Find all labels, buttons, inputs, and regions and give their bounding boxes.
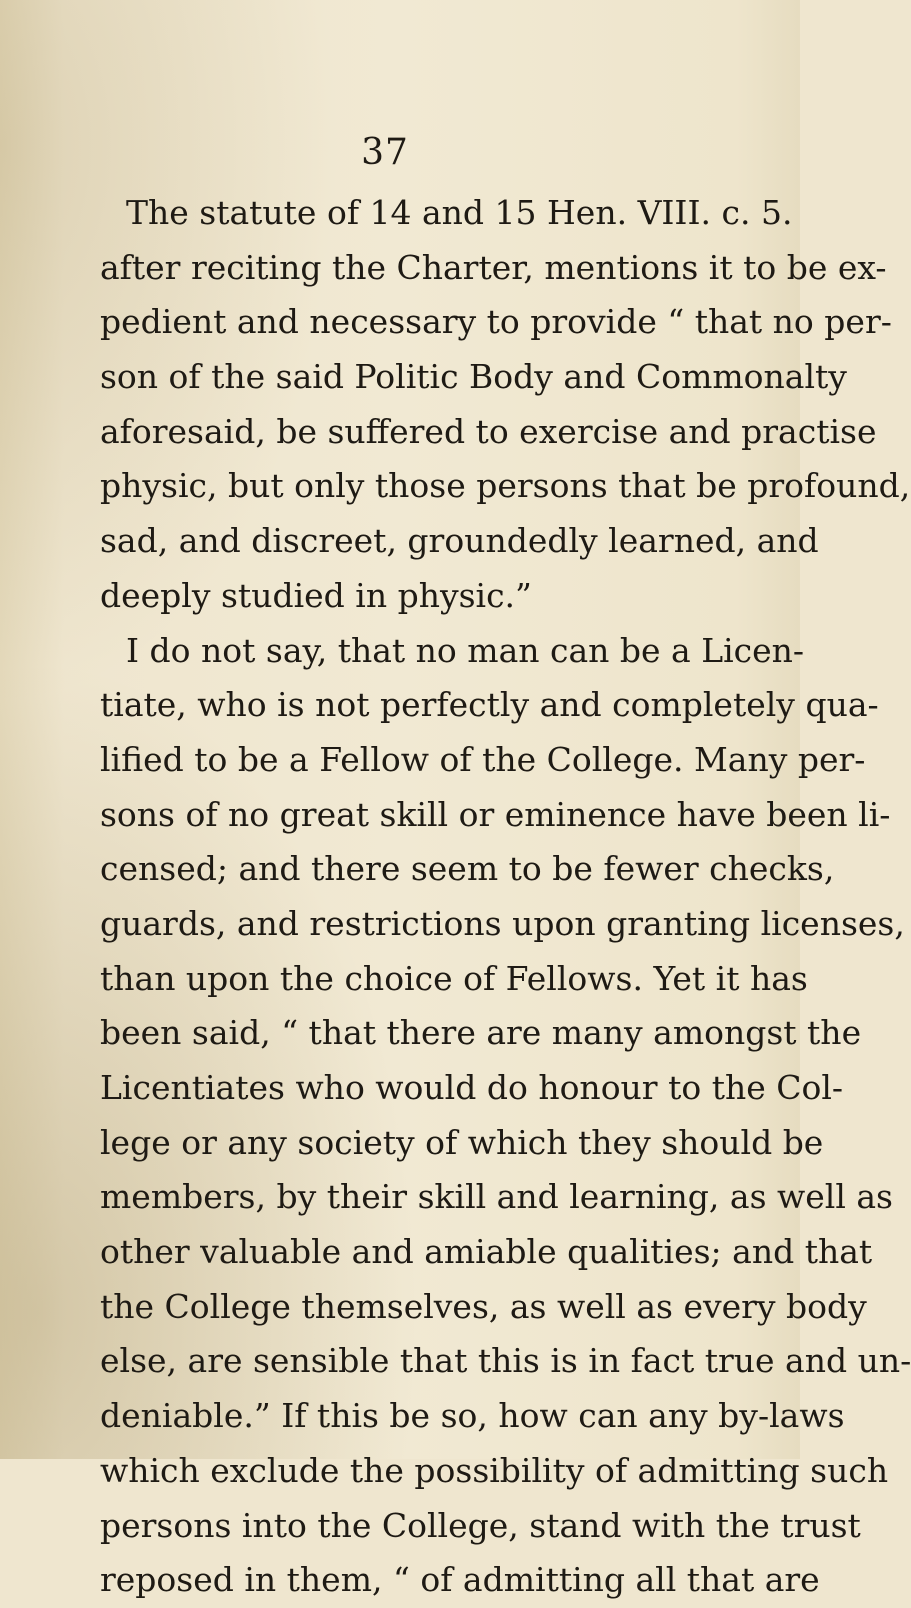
text-line: guards, and restrictions upon granting licenses, <box>100 903 905 943</box>
text-line: Licentiates who would do honour to the Col- <box>100 1068 844 1107</box>
text-line: aforesaid, be suffered to exercise and practise <box>100 411 877 451</box>
text-line: physic, but only those persons that be profound, <box>100 466 911 506</box>
text-line: been said, “ that there are many amongst the <box>100 1013 862 1053</box>
text-line: the College themselves, as well as every body <box>100 1286 867 1326</box>
text-line: deniable.” If this be so, how can any by-laws <box>100 1396 845 1436</box>
text-line: sons of no great skill or eminence have been li- <box>100 794 891 834</box>
text-line: members, by their skill and learning, as well as <box>100 1177 893 1217</box>
text-line: which exclude the possibility of admitting such <box>100 1450 889 1490</box>
text-line: sad, and discreet, groundedly learned, and <box>100 521 819 561</box>
text-line: than upon the choice of Fellows. Yet it has <box>100 958 808 998</box>
text-line: tiate, who is not perfectly and completely qua- <box>100 685 879 725</box>
text-line: lified to be a Fellow of the College. Many per- <box>100 739 866 779</box>
text-line: deeply studied in physic.” <box>100 575 532 615</box>
text-line: other valuable and amiable qualities; and that <box>100 1232 873 1272</box>
text-line: reposed in them, “ of admitting all that are <box>100 1560 820 1600</box>
body-text <box>100 186 911 1608</box>
text-line: I do not say, that no man can be a Licen- <box>126 630 805 670</box>
text-line: else, are sensible that this is in fact true and un- <box>100 1341 911 1381</box>
text-line: censed; and there seem to be fewer checks, <box>100 849 835 889</box>
text-line: after reciting the Charter, mentions it to be ex- <box>100 247 887 287</box>
text-line: pedient and necessary to provide “ that no per- <box>100 302 892 342</box>
text-line: persons into the College, stand with the trust <box>100 1505 861 1545</box>
text-line: son of the said Politic Body and Commonalty <box>100 357 847 397</box>
text-line: lege or any society of which they should be <box>100 1122 824 1162</box>
page-number: 37 <box>361 132 409 173</box>
text-line: The statute of 14 and 15 Hen. VIII. c. 5. <box>126 193 793 232</box>
